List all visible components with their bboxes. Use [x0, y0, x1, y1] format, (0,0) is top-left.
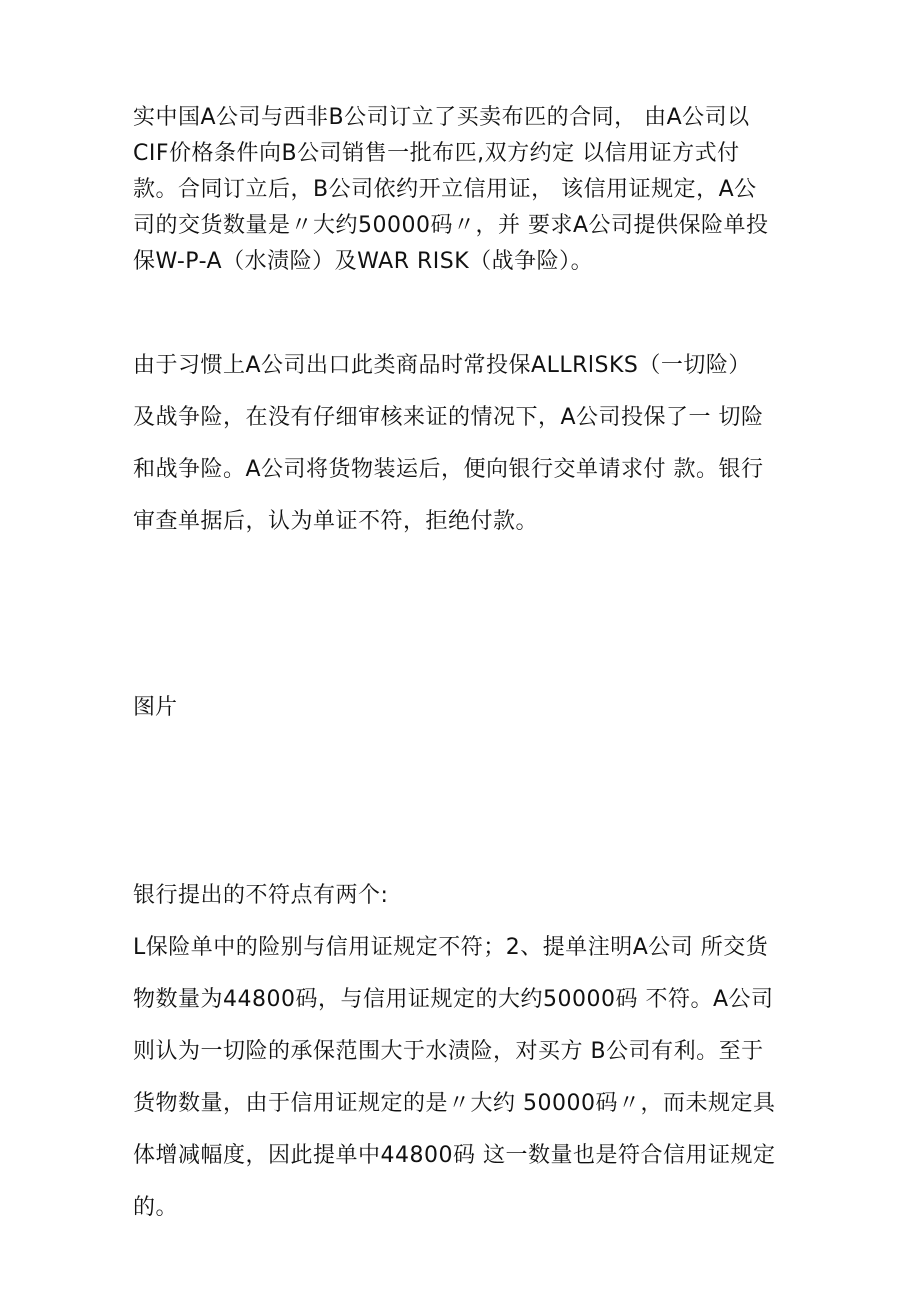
figure-placeholder-caption: 图片 — [133, 695, 178, 720]
paragraph-insurance — [133, 340, 803, 548]
text-line: 货物数量，由于信用证规定的是〃大约 50000码〃，而未规定具 — [133, 1091, 776, 1116]
text-line: 司的交货数量是〃大约50000码〃，并 要求A公司提供保险单投 — [133, 213, 769, 238]
text-line: 款。合同订立后，B公司依约开立信用证， 该信用证规定，A公 — [133, 177, 757, 202]
text-line: 和战争险。A公司将货物装运后，便向银行交单请求付 款。银行 — [133, 457, 764, 482]
text-line: 由于习惯上A公司出口此类商品时常投保ALLRlSKS（一切险） — [133, 353, 751, 378]
text-line: 的。 — [133, 1195, 179, 1220]
paragraph-discrepancies — [133, 870, 803, 1234]
text-line: 审查单据后，认为单证不符，拒绝付款。 — [133, 509, 539, 534]
paragraph-case-background — [133, 100, 803, 280]
text-line: 物数量为44800码，与信用证规定的大约50000码 不符。A公司 — [133, 987, 774, 1012]
document-page — [133, 100, 803, 1234]
text-line: 保W-P-A（水渍险）及WAR RISK（战争险）。 — [133, 249, 594, 274]
text-line: 体增减幅度，因此提单中44800码 这一数量也是符合信用证规定 — [133, 1143, 776, 1168]
text-line: 则认为一切险的承保范围大于水渍险，对买方 B公司有利。至于 — [133, 1039, 764, 1064]
text-line: 及战争险，在没有仔细审核来证的情况下，A公司投保了一 切险 — [133, 405, 764, 430]
text-line: CIF价格条件向B公司销售一批布匹,双方约定 以信用证方式付 — [133, 141, 740, 166]
text-line: 实中国A公司与西非B公司订立了买卖布匹的合同， 由A公司以 — [133, 105, 750, 130]
text-line: L保险单中的险别与信用证规定不符；2、提单注明A公司 所交货 — [133, 935, 769, 960]
text-line: 银行提出的不符点有两个: — [133, 883, 389, 908]
